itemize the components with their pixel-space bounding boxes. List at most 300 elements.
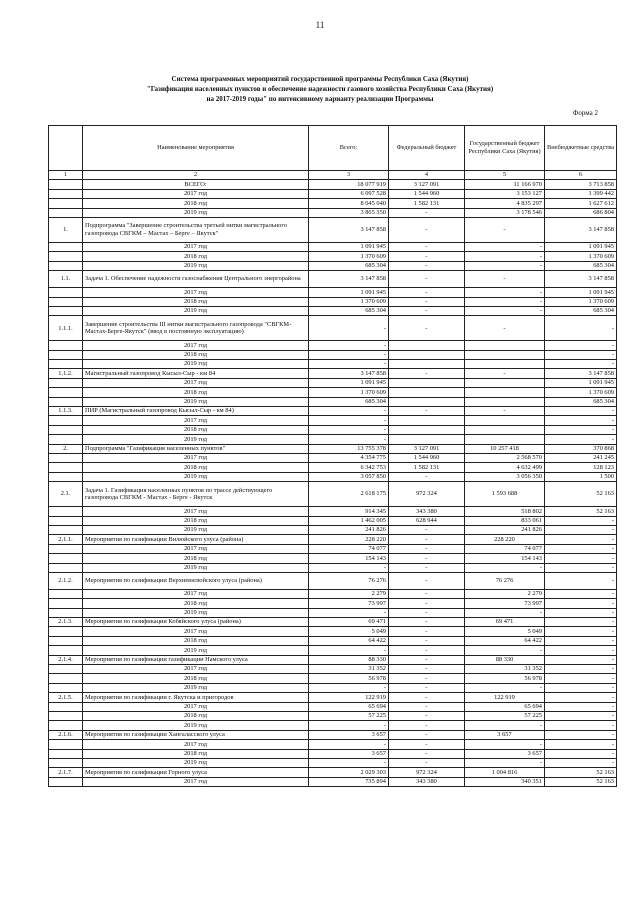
row-name: 2018 год [83,636,309,645]
row-number [49,350,83,359]
row-number [49,758,83,767]
row-federal: - [389,572,465,589]
row-total: - [309,608,389,617]
row-extrabudget: 3 147 858 [545,271,617,288]
row-federal: 1 544 960 [389,189,465,198]
row-republic: 1 004 816 [465,768,545,777]
row-name: 2017 год [83,242,309,251]
row-name: 2017 год [83,544,309,553]
row-name: 2017 год [83,189,309,198]
row-federal: - [389,472,465,481]
row-number [49,306,83,315]
row-republic: 154 143 [465,554,545,563]
row-extrabudget: - [545,608,617,617]
table-row-year [49,297,617,306]
row-total: 685 304 [309,306,389,315]
row-federal: 628 944 [389,516,465,525]
row-number [49,360,83,369]
row-number [49,297,83,306]
row-number: 2.1.2. [49,572,83,589]
row-federal: - [389,599,465,608]
row-number: 2.1.1. [49,535,83,544]
row-number: 2.1.3. [49,618,83,627]
row-total: - [309,416,389,425]
row-number [49,589,83,598]
row-total: 69 471 [309,618,389,627]
row-name: 2018 год [83,425,309,434]
table-row-year [49,199,617,208]
row-name: Задача 1. Газификация населенных пунктов по трассе действующего газопровода СВГКМ - Мастах - Берге - Якутск [83,482,309,507]
row-republic: - [465,721,545,730]
table-row-year [49,350,617,359]
row-federal [389,341,465,350]
table-row-year [49,208,617,217]
row-number [49,242,83,251]
row-name: 2018 год [83,749,309,758]
row-extrabudget: 1 370 609 [545,297,617,306]
row-number [49,683,83,692]
row-name: 2017 год [83,507,309,516]
table-row-item [49,730,617,739]
row-total: - [309,360,389,369]
row-republic [465,378,545,387]
table-row-year [49,180,617,189]
row-federal: - [389,554,465,563]
row-number [49,740,83,749]
row-extrabudget: - [545,554,617,563]
table-row-year [49,378,617,387]
row-number [49,563,83,572]
row-number [49,288,83,297]
row-total: 1 091 945 [309,288,389,297]
row-extrabudget: - [545,516,617,525]
row-name: 2017 год [83,288,309,297]
row-federal: 3 127 091 [389,180,465,189]
row-name: 2017 год [83,378,309,387]
row-name: 2017 год [83,416,309,425]
row-total: 64 422 [309,636,389,645]
row-number [49,665,83,674]
row-federal: - [389,693,465,702]
row-extrabudget: - [545,646,617,655]
row-total: - [309,341,389,350]
row-name: 2017 год [83,740,309,749]
row-total: 154 143 [309,554,389,563]
header-extrabudget: Внебюджетные средства [545,126,617,171]
table-row-year [49,544,617,553]
row-republic: - [465,608,545,617]
table-row-year [49,599,617,608]
row-total: - [309,407,389,416]
row-name: ПИР (Магистральный газопровод Кысыл-Сыр - км 84) [83,407,309,416]
row-republic: - [465,369,545,378]
table-row-item [49,693,617,702]
row-name: 2017 год [83,777,309,786]
row-number [49,189,83,198]
row-total: - [309,435,389,444]
row-total: 6 097 528 [309,189,389,198]
table-row-item [49,407,617,416]
row-name: 2018 год [83,711,309,720]
row-republic: 2 568 570 [465,453,545,462]
row-number: 2.1.6. [49,730,83,739]
row-republic: - [465,288,545,297]
row-total: 18 077 919 [309,180,389,189]
row-extrabudget: 128 123 [545,463,617,472]
row-name: 2018 год [83,350,309,359]
row-republic: 833 061 [465,516,545,525]
row-republic: 228 220 [465,535,545,544]
row-number [49,516,83,525]
header-total: Всего: [309,126,389,171]
row-extrabudget: - [545,572,617,589]
row-republic: - [465,252,545,261]
row-total: - [309,563,389,572]
row-federal: 1 582 131 [389,199,465,208]
row-federal: - [389,674,465,683]
row-federal: - [389,665,465,674]
row-number: 1.1. [49,271,83,288]
row-federal [389,378,465,387]
row-total: 735 894 [309,777,389,786]
row-name: Подпрограмма "Завершение строительства третьей нитки магистрального газопровода СВГКМ – Мастах – Берге – Якутск" [83,217,309,242]
row-republic: 56 978 [465,674,545,683]
row-name: 2018 год [83,252,309,261]
row-federal: - [389,208,465,217]
row-federal: 343 380 [389,507,465,516]
row-total: 2 029 303 [309,768,389,777]
row-total: 3 147 858 [309,271,389,288]
row-total: 57 225 [309,711,389,720]
row-name: 2019 год [83,472,309,481]
row-name: 2018 год [83,554,309,563]
row-name: Мероприятия по газификации г. Якутска и пригородов [83,693,309,702]
row-extrabudget: 1 091 945 [545,378,617,387]
row-name: 2019 год [83,208,309,217]
row-extrabudget: 52 163 [545,507,617,516]
row-federal: - [389,288,465,297]
row-extrabudget: - [545,627,617,636]
row-name: 2017 год [83,702,309,711]
row-total: 1 370 609 [309,297,389,306]
index-1: 1 [49,171,83,180]
table-row-item [49,316,617,341]
header-republic: Государственный бюджет Республики Саха (Якутия) [465,126,545,171]
row-extrabudget: - [545,711,617,720]
row-federal: - [389,711,465,720]
row-republic [465,360,545,369]
row-federal: - [389,589,465,598]
row-extrabudget: - [545,674,617,683]
row-republic: 340 351 [465,777,545,786]
row-number: 2.1. [49,482,83,507]
row-name: 2019 год [83,721,309,730]
row-federal [389,435,465,444]
row-number [49,777,83,786]
row-number [49,472,83,481]
row-republic: - [465,306,545,315]
row-name: Мероприятия по газификации Верхневилюйского улуса (района) [83,572,309,589]
row-extrabudget: 685 304 [545,261,617,270]
row-total: 3 147 858 [309,369,389,378]
row-name: 2018 год [83,516,309,525]
row-total: 13 755 378 [309,444,389,453]
table-row-year [49,425,617,434]
row-number [49,425,83,434]
row-extrabudget: - [545,425,617,434]
row-extrabudget: - [545,525,617,534]
row-republic [465,397,545,406]
row-extrabudget: - [545,341,617,350]
row-republic [465,416,545,425]
row-name: 2018 год [83,599,309,608]
row-republic: 3 153 127 [465,189,545,198]
row-federal: - [389,316,465,341]
table-row-item [49,572,617,589]
row-republic: - [465,758,545,767]
row-federal: - [389,369,465,378]
row-total: 3 657 [309,749,389,758]
form-label: Форма 2 [572,109,598,117]
row-federal [389,350,465,359]
row-total: - [309,316,389,341]
row-extrabudget: - [545,589,617,598]
row-federal: - [389,636,465,645]
row-number [49,341,83,350]
row-federal: - [389,544,465,553]
row-name: Магистральный газопровод Кысыл-Сыр - км 84 [83,369,309,378]
row-republic: 74 077 [465,544,545,553]
row-name: 2019 год [83,397,309,406]
row-extrabudget: 1 091 945 [545,288,617,297]
row-republic: 4 835 297 [465,199,545,208]
row-republic [465,425,545,434]
row-total: - [309,721,389,730]
row-extrabudget: - [545,758,617,767]
table-row-year [49,516,617,525]
row-number [49,453,83,462]
row-total: 5 049 [309,627,389,636]
row-republic: - [465,407,545,416]
row-extrabudget: 3 147 858 [545,369,617,378]
row-extrabudget: - [545,435,617,444]
row-republic: 3 056 350 [465,472,545,481]
row-federal: - [389,242,465,251]
row-total: 685 304 [309,261,389,270]
table-row-item [49,618,617,627]
row-total: - [309,740,389,749]
table-row-year [49,360,617,369]
row-name: Завершение строительства III нитки магистрального газопровода "СВГКМ-Мастах-Берге-Якутск" (ввод в постоянную эксплуатацию) [83,316,309,341]
row-number [49,378,83,387]
row-name: 2018 год [83,297,309,306]
row-number [49,180,83,189]
table-row-year [49,683,617,692]
row-republic: 65 694 [465,702,545,711]
row-number [49,599,83,608]
row-federal: - [389,655,465,664]
row-number [49,627,83,636]
row-number: 2.1.7. [49,768,83,777]
row-extrabudget: 1 627 612 [545,199,617,208]
row-name: 2017 год [83,341,309,350]
row-total: 56 978 [309,674,389,683]
table-row-year [49,711,617,720]
table-row-year [49,525,617,534]
row-number: 1.1.2. [49,369,83,378]
table-row-item [49,217,617,242]
table-row-year [49,749,617,758]
row-name: 2017 год [83,665,309,674]
row-federal: - [389,525,465,534]
row-federal: 972 324 [389,482,465,507]
row-total: 122 919 [309,693,389,702]
row-total: 3 865 350 [309,208,389,217]
row-extrabudget: 1 399 442 [545,189,617,198]
row-name: 2019 год [83,261,309,270]
row-name: Задача 1. Обеспечение надежности газоснабжения Центрального энергорайона [83,271,309,288]
title-line-2: "Газификация населенных пунктов и обеспечение надежности газового хозяйства Республики Саха (Якутия) [146,85,494,93]
row-name: 2019 год [83,525,309,534]
row-federal [389,360,465,369]
page-number: 11 [315,20,325,30]
row-extrabudget: - [545,655,617,664]
row-extrabudget: 1 370 609 [545,252,617,261]
row-total: 8 045 040 [309,199,389,208]
index-6: 6 [545,171,617,180]
table-body [49,180,617,787]
row-federal: 1 582 131 [389,463,465,472]
row-extrabudget: 1 370 609 [545,388,617,397]
header-name: Наименование мероприятия [83,126,309,171]
row-republic: - [465,563,545,572]
row-total: 1 370 609 [309,388,389,397]
row-federal [389,388,465,397]
row-name: 2018 год [83,463,309,472]
row-total: 1 091 945 [309,378,389,387]
row-federal: - [389,627,465,636]
row-federal: - [389,271,465,288]
row-federal: - [389,306,465,315]
index-2: 2 [83,171,309,180]
row-federal: - [389,297,465,306]
row-total: 3 057 850 [309,472,389,481]
row-republic [465,435,545,444]
row-extrabudget: - [545,544,617,553]
row-republic: 241 826 [465,525,545,534]
table-row-year [49,416,617,425]
row-total: 241 826 [309,525,389,534]
row-federal: 343 380 [389,777,465,786]
row-extrabudget: - [545,721,617,730]
row-extrabudget: - [545,730,617,739]
row-federal: - [389,563,465,572]
row-number [49,711,83,720]
row-total: 228 220 [309,535,389,544]
row-number [49,525,83,534]
row-extrabudget: 1 500 [545,472,617,481]
row-republic: - [465,740,545,749]
row-extrabudget: 3 147 858 [545,217,617,242]
table-row-year [49,589,617,598]
row-federal: 3 127 091 [389,444,465,453]
row-federal: - [389,646,465,655]
row-total: 6 342 753 [309,463,389,472]
row-republic: 518 802 [465,507,545,516]
row-extrabudget: 685 304 [545,306,617,315]
row-federal: - [389,740,465,749]
row-extrabudget: - [545,535,617,544]
row-extrabudget: - [545,636,617,645]
row-extrabudget: 685 304 [545,397,617,406]
row-extrabudget: 3 713 858 [545,180,617,189]
row-republic: - [465,683,545,692]
row-republic: 5 049 [465,627,545,636]
row-republic: 11 166 970 [465,180,545,189]
row-federal: - [389,702,465,711]
row-republic: - [465,217,545,242]
row-republic: 31 352 [465,665,545,674]
row-total: 914 345 [309,507,389,516]
row-republic [465,388,545,397]
row-number [49,749,83,758]
row-number [49,702,83,711]
row-number [49,646,83,655]
table-row-year [49,306,617,315]
row-republic: 64 422 [465,636,545,645]
table-row-year [49,341,617,350]
row-federal: - [389,683,465,692]
table-row-year [49,563,617,572]
row-name: 2019 год [83,563,309,572]
row-name: 2019 год [83,435,309,444]
title-line-1: Система программных мероприятий государственной программы Республики Саха (Якутия) [171,75,469,83]
row-number [49,544,83,553]
row-number [49,608,83,617]
table-row-year [49,189,617,198]
table-row-year [49,472,617,481]
table-row-year [49,740,617,749]
table-row-year [49,288,617,297]
row-number [49,199,83,208]
row-total: 74 077 [309,544,389,553]
row-federal: - [389,535,465,544]
row-extrabudget: 370 868 [545,444,617,453]
row-total: 2 279 [309,589,389,598]
row-name: 2019 год [83,683,309,692]
row-republic [465,350,545,359]
table-row-year [49,397,617,406]
row-extrabudget: - [545,350,617,359]
row-name: Мероприятия по газификации Вилюйского улуса (района) [83,535,309,544]
row-extrabudget: 52 163 [545,768,617,777]
row-number: 1.1.1. [49,316,83,341]
row-name: 2019 год [83,306,309,315]
row-republic: - [465,271,545,288]
table-row-item [49,768,617,777]
row-federal [389,425,465,434]
table-row-year [49,507,617,516]
index-5: 5 [465,171,545,180]
row-extrabudget: - [545,416,617,425]
row-extrabudget: - [545,563,617,572]
row-name: 2019 год [83,608,309,617]
row-total: 685 304 [309,397,389,406]
table-row-year [49,252,617,261]
row-total: - [309,646,389,655]
table-row-item [49,444,617,453]
row-federal: 972 324 [389,768,465,777]
